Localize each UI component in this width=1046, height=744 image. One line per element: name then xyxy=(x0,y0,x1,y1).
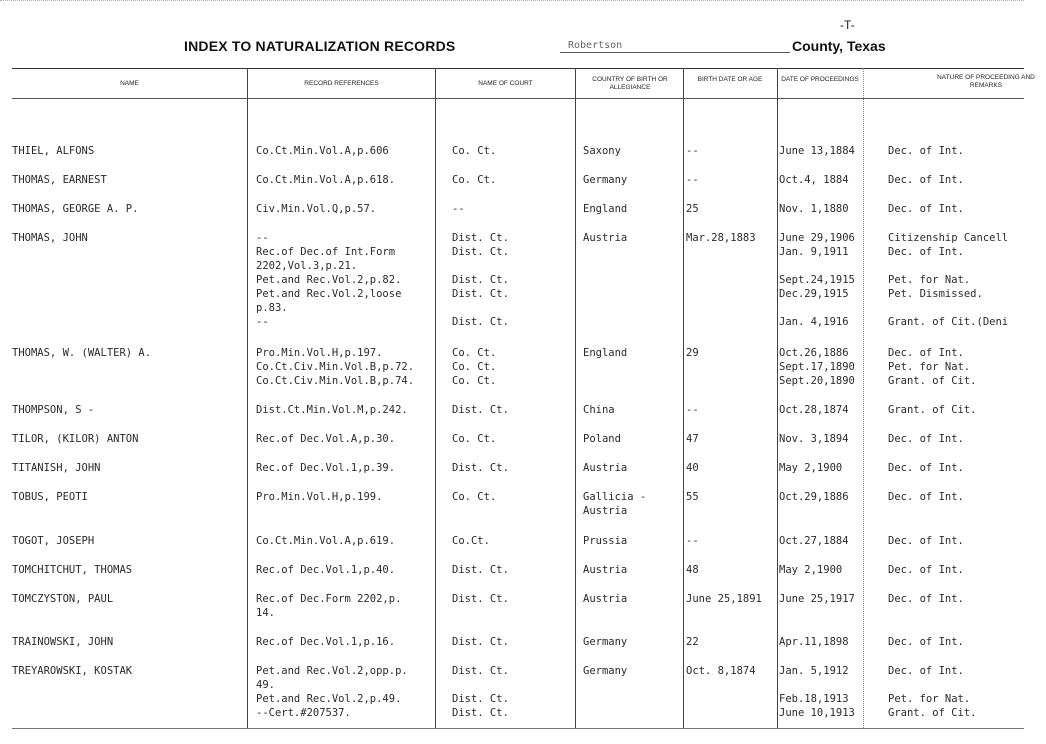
column-header-nature xyxy=(868,74,1035,90)
entry-court: Dist. Ct. xyxy=(452,462,509,474)
column-divider xyxy=(683,68,684,728)
entry-country: Saxony xyxy=(583,145,621,157)
column-divider xyxy=(777,68,778,728)
entry-birth: 48 xyxy=(686,564,699,576)
entry-date: Oct.26,1886 Sept.17,1890 Sept.20,1890 xyxy=(779,347,855,387)
entry-birth: 40 xyxy=(686,462,699,474)
entry-record-reference: Rec.of Dec.Vol.1,p.39. xyxy=(256,462,396,474)
column-header-court: NAME OF COURT xyxy=(478,80,533,87)
entry-date: Oct.27,1884 xyxy=(779,535,849,547)
column-header-date: DATE OF PROCEEDINGS xyxy=(781,76,859,83)
entry-nature: Dec. of Int. xyxy=(888,462,964,474)
entry-nature: Dec. of Int. xyxy=(888,433,964,445)
entry-country: Prussia xyxy=(583,535,628,547)
entry-record-reference: Dist.Ct.Min.Vol.M,p.242. xyxy=(256,404,408,416)
entry-nature: Dec. of Int. xyxy=(888,145,964,157)
entry-name: THOMAS, W. (WALTER) A. xyxy=(12,347,152,359)
entry-court: Dist. Ct. Dist. Ct. Dist. Ct. Dist. Ct. Dist. Ct. xyxy=(452,232,509,328)
entry-nature: Dec. of Int. xyxy=(888,593,964,605)
entry-date: May 2,1900 xyxy=(779,564,843,576)
entry-court: Dist. Ct. xyxy=(452,636,509,648)
entry-birth: -- xyxy=(686,535,699,547)
entry-court: Co. Ct. Co. Ct. Co. Ct. xyxy=(452,347,497,387)
entry-birth: -- xyxy=(686,404,699,416)
entry-name: TRAINOWSKI, JOHN xyxy=(12,636,114,648)
entry-birth: -- xyxy=(686,145,699,157)
entry-birth: 47 xyxy=(686,433,699,445)
entry-record-reference: Rec.of Dec.Form 2202,p. 14. xyxy=(256,593,402,619)
top-edge-rule xyxy=(0,0,1024,7)
entry-date: Nov. 1,1880 xyxy=(779,203,849,215)
entry-birth: June 25,1891 xyxy=(686,593,762,605)
entry-record-reference: Co.Ct.Min.Vol.A,p.618. xyxy=(256,174,396,186)
entry-country: Gallicia - Austria xyxy=(583,491,647,517)
entry-name: TOBUS, PEOTI xyxy=(12,491,88,503)
entry-birth: -- xyxy=(686,174,699,186)
entry-birth: 29 xyxy=(686,347,699,359)
entry-country: Poland xyxy=(583,433,621,445)
county-name: Robertson xyxy=(568,40,623,51)
county-underline xyxy=(560,52,790,53)
entry-court: Co. Ct. xyxy=(452,433,497,445)
entry-date: June 25,1917 xyxy=(779,593,855,605)
county-label: County, Texas xyxy=(792,38,886,54)
entry-court: Co. Ct. xyxy=(452,491,497,503)
entry-nature: Dec. of Int. xyxy=(888,491,964,503)
table-top-rule xyxy=(12,68,1024,69)
column-divider xyxy=(247,68,248,728)
entry-country: Austria xyxy=(583,593,628,605)
column-divider xyxy=(863,68,864,728)
entry-birth: Oct. 8,1874 xyxy=(686,665,756,677)
entry-name: TOGOT, JOSEPH xyxy=(12,535,95,547)
entry-record-reference: Rec.of Dec.Vol.A,p.30. xyxy=(256,433,396,445)
column-header-country: COUNTRY OF BIRTH OR ALLEGIANCE xyxy=(592,76,668,91)
entry-record-reference: Pro.Min.Vol.H,p.197. Co.Ct.Civ.Min.Vol.B,p.72. Co.Ct.Civ.Min.Vol.B,p.74. xyxy=(256,347,415,387)
entry-date: June 13,1884 xyxy=(779,145,855,157)
entry-name: THOMAS, JOHN xyxy=(12,232,88,244)
entry-name: TOMCZYSTON, PAUL xyxy=(12,593,114,605)
entry-court: Dist. Ct. xyxy=(452,564,509,576)
entry-court: Dist. Ct. xyxy=(452,404,509,416)
entry-nature: Dec. of Int. xyxy=(888,203,964,215)
entry-birth: 25 xyxy=(686,203,699,215)
entry-date: May 2,1900 xyxy=(779,462,843,474)
entry-country: Germany xyxy=(583,636,628,648)
entry-country: Austria xyxy=(583,232,628,244)
entry-birth: Mar.28,1883 xyxy=(686,232,756,244)
entry-country: Germany xyxy=(583,665,628,677)
column-divider xyxy=(435,68,436,728)
entry-date: Oct.29,1886 xyxy=(779,491,849,503)
entry-court: Dist. Ct. xyxy=(452,593,509,605)
column-header-name: NAME xyxy=(120,80,139,87)
column-header-record-references: RECORD REFERENCES xyxy=(304,80,379,87)
column-header-birth: BIRTH DATE OR AGE xyxy=(697,76,763,83)
entry-country: Germany xyxy=(583,174,628,186)
entry-name: TOMCHITCHUT, THOMAS xyxy=(12,564,133,576)
entry-court: -- xyxy=(452,203,465,215)
entry-court: Co. Ct. xyxy=(452,145,497,157)
entry-name: THOMAS, EARNEST xyxy=(12,174,107,186)
entry-name: TITANISH, JOHN xyxy=(12,462,101,474)
entry-nature: Grant. of Cit. xyxy=(888,404,977,416)
entry-date: Oct.4, 1884 xyxy=(779,174,849,186)
entry-name: THOMPSON, S - xyxy=(12,404,95,416)
entry-court: Co. Ct. xyxy=(452,174,497,186)
entry-record-reference: Co.Ct.Min.Vol.A,p.619. xyxy=(256,535,396,547)
entry-nature: Dec. of Int. xyxy=(888,564,964,576)
entry-country: England xyxy=(583,203,628,215)
entry-country: China xyxy=(583,404,615,416)
entry-birth: 22 xyxy=(686,636,699,648)
entry-date: June 29,1906 Jan. 9,1911 Sept.24,1915 Dec.29,1915 Jan. 4,1916 xyxy=(779,232,855,328)
entry-record-reference: Co.Ct.Min.Vol.A,p.606 xyxy=(256,145,389,157)
index-letter: -T- xyxy=(840,18,855,32)
entry-date: Nov. 3,1894 xyxy=(779,433,849,445)
entry-name: TILOR, (KILOR) ANTON xyxy=(12,433,139,445)
entry-record-reference: Pro.Min.Vol.H,p.199. xyxy=(256,491,383,503)
table-bottom-rule xyxy=(12,728,1024,729)
entry-country: England xyxy=(583,347,628,359)
entry-record-reference: -- Rec.of Dec.of Int.Form 2202,Vol.3,p.21. Pet.and Rec.Vol.2,p.82. Pet.and Rec.Vol.2,loose p.83. -- xyxy=(256,232,402,328)
entry-nature: Dec. of Int. xyxy=(888,174,964,186)
entry-nature: Dec. of Int. xyxy=(888,636,964,648)
entry-name: THOMAS, GEORGE A. P. xyxy=(12,203,139,215)
entry-court: Co.Ct. xyxy=(452,535,490,547)
entry-nature: Dec. of Int. Pet. for Nat. Grant. of Cit. xyxy=(888,665,977,719)
header-bottom-rule xyxy=(12,98,1024,99)
entry-date: Oct.28,1874 xyxy=(779,404,849,416)
page-title: INDEX TO NATURALIZATION RECORDS xyxy=(184,38,456,54)
entry-record-reference: Civ.Min.Vol.Q,p.57. xyxy=(256,203,377,215)
column-header-nature-text: NATURE OF PROCEEDING AND REMARKS xyxy=(937,74,1035,89)
entry-date: Apr.11,1898 xyxy=(779,636,849,648)
entry-nature: Citizenship Cancell Dec. of Int. Pet. for Nat. Pet. Dismissed. Grant. of Cit.(Deni xyxy=(888,232,1009,328)
entry-nature: Dec. of Int. Pet. for Nat. Grant. of Cit. xyxy=(888,347,977,387)
column-divider xyxy=(575,68,576,728)
entry-name: TREYAROWSKI, KOSTAK xyxy=(12,665,133,677)
entry-birth: 55 xyxy=(686,491,699,503)
entry-nature: Dec. of Int. xyxy=(888,535,964,547)
entry-date: Jan. 5,1912 Feb.18,1913 June 10,1913 xyxy=(779,665,855,719)
entry-record-reference: Rec.of Dec.Vol.1,p.16. xyxy=(256,636,396,648)
entry-record-reference: Pet.and Rec.Vol.2,opp.p. 49. Pet.and Rec.Vol.2,p.49. --Cert.#207537. xyxy=(256,665,408,719)
entry-country: Austria xyxy=(583,564,628,576)
entry-name: THIEL, ALFONS xyxy=(12,145,95,157)
entry-country: Austria xyxy=(583,462,628,474)
entry-court: Dist. Ct. Dist. Ct. Dist. Ct. xyxy=(452,665,509,719)
entry-record-reference: Rec.of Dec.Vol.1,p.40. xyxy=(256,564,396,576)
